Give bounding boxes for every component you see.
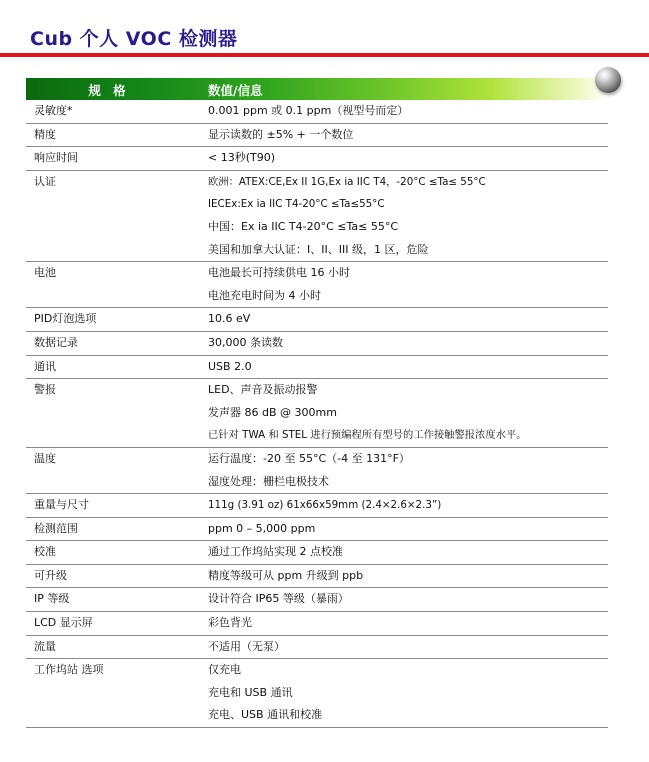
spec-value: 中国：Ex ia IIC T4-20°C ≤Ta≤ 55°C xyxy=(208,219,399,233)
table-row xyxy=(26,612,608,636)
table-row xyxy=(26,448,608,494)
spec-value: 不适用（无泵） xyxy=(208,639,285,653)
spec-value: 湿度处理：栅栏电极技术 xyxy=(208,474,329,488)
spec-value: 发声器 86 dB @ 300mm xyxy=(208,405,337,419)
spec-label: LCD 显示屏 xyxy=(34,616,93,630)
spec-values xyxy=(200,541,608,564)
spec-label: 灵敏度* xyxy=(34,104,73,117)
spec-values xyxy=(200,308,608,331)
header-value: 数值/信息 xyxy=(208,83,263,98)
spec-value: 已针对 TWA 和 STEL 进行预编程所有型号的工作接触警报浓度水平。 xyxy=(208,429,527,442)
table-row xyxy=(26,379,608,448)
spec-label: 通讯 xyxy=(34,359,56,373)
spec-values xyxy=(200,588,608,611)
table-row xyxy=(26,332,608,356)
spec-label: PID灯泡选项 xyxy=(34,312,97,326)
spec-value: 欧洲：ATEX:CE,Ex II 1G,Ex ia IIC T4，-20°C ≤Ta≤ 55°C xyxy=(208,175,486,188)
spec-value: 运行温度：-20 至 55°C（-4 至 131°F） xyxy=(208,451,410,465)
spec-values xyxy=(200,565,608,588)
spec-label: 认证 xyxy=(34,174,56,188)
spec-label: IP 等级 xyxy=(34,592,70,606)
spec-value: 充电和 USB 通讯 xyxy=(208,685,293,699)
sphere-logo-icon xyxy=(595,67,621,93)
spec-values xyxy=(200,124,608,147)
table-row xyxy=(26,262,608,308)
spec-values xyxy=(200,262,608,307)
spec-values xyxy=(200,100,608,123)
spec-label: 重量与尺寸 xyxy=(34,498,89,512)
spec-label: 数据记录 xyxy=(34,335,78,349)
table-row xyxy=(26,659,608,728)
table-row xyxy=(26,636,608,660)
table-header xyxy=(26,78,608,100)
spec-values xyxy=(200,356,608,379)
title-divider xyxy=(0,53,649,57)
spec-value: 彩色背光 xyxy=(208,616,252,630)
spec-label: 温度 xyxy=(34,451,56,465)
spec-value: 30,000 条读数 xyxy=(208,335,283,349)
table-body xyxy=(26,100,608,728)
table-row xyxy=(26,588,608,612)
spec-values xyxy=(200,494,608,517)
spec-value: 10.6 eV xyxy=(208,312,251,326)
spec-value: 111g (3.91 oz) 61x66x59mm (2.4×2.6×2.3”) xyxy=(208,499,442,512)
table-row xyxy=(26,518,608,542)
spec-value: 充电、USB 通讯和校准 xyxy=(208,708,323,722)
table-row xyxy=(26,356,608,380)
spec-label: 校准 xyxy=(34,545,56,559)
table-row xyxy=(26,308,608,332)
table-row xyxy=(26,124,608,148)
spec-values xyxy=(200,332,608,355)
spec-value: 美国和加拿大认证：I、II、III 级，1 区，危险 xyxy=(208,242,429,256)
table-row xyxy=(26,494,608,518)
spec-value: 仅充电 xyxy=(208,663,241,677)
spec-label: 精度 xyxy=(34,127,56,141)
spec-values xyxy=(200,171,608,261)
spec-value: < 13秒(T90) xyxy=(208,151,276,165)
spec-label: 警报 xyxy=(34,383,56,397)
spec-values xyxy=(200,448,608,493)
spec-label: 流量 xyxy=(34,639,56,653)
page-title: Cub 个人 VOC 检测器 xyxy=(30,28,238,50)
spec-label: 检测范围 xyxy=(34,521,78,535)
spec-value: LED、声音及振动报警 xyxy=(208,383,318,397)
spec-values xyxy=(200,659,608,727)
spec-values xyxy=(200,379,608,447)
spec-values xyxy=(200,147,608,170)
spec-values xyxy=(200,518,608,541)
spec-label: 电池 xyxy=(34,266,56,280)
table-row xyxy=(26,541,608,565)
spec-value: 精度等级可从 ppm 升级到 ppb xyxy=(208,568,364,582)
spec-label: 响应时间 xyxy=(34,151,78,165)
spec-value: 0.001 ppm 或 0.1 ppm（视型号而定） xyxy=(208,104,409,117)
table-row xyxy=(26,100,608,124)
spec-label: 可升级 xyxy=(34,568,67,582)
header-spec: 规 格 xyxy=(88,83,130,98)
table-row xyxy=(26,171,608,262)
spec-values xyxy=(200,636,608,659)
spec-table xyxy=(26,78,608,728)
spec-label: 工作坞站 选项 xyxy=(34,663,104,677)
table-row xyxy=(26,147,608,171)
spec-value: 设计符合 IP65 等级（暴雨） xyxy=(208,592,349,606)
spec-value: USB 2.0 xyxy=(208,359,252,373)
table-row xyxy=(26,565,608,589)
spec-value: 电池充电时间为 4 小时 xyxy=(208,288,321,302)
spec-value: 电池最长可持续供电 16 小时 xyxy=(208,266,350,280)
spec-value: ppm 0 – 5,000 ppm xyxy=(208,521,316,535)
spec-values xyxy=(200,612,608,635)
spec-value: 显示读数的 ±5% + 一个数位 xyxy=(208,127,354,141)
spec-value: IECEx:Ex ia IIC T4-20°C ≤Ta≤55°C xyxy=(208,198,385,211)
spec-value: 通过工作坞站实现 2 点校准 xyxy=(208,545,343,559)
